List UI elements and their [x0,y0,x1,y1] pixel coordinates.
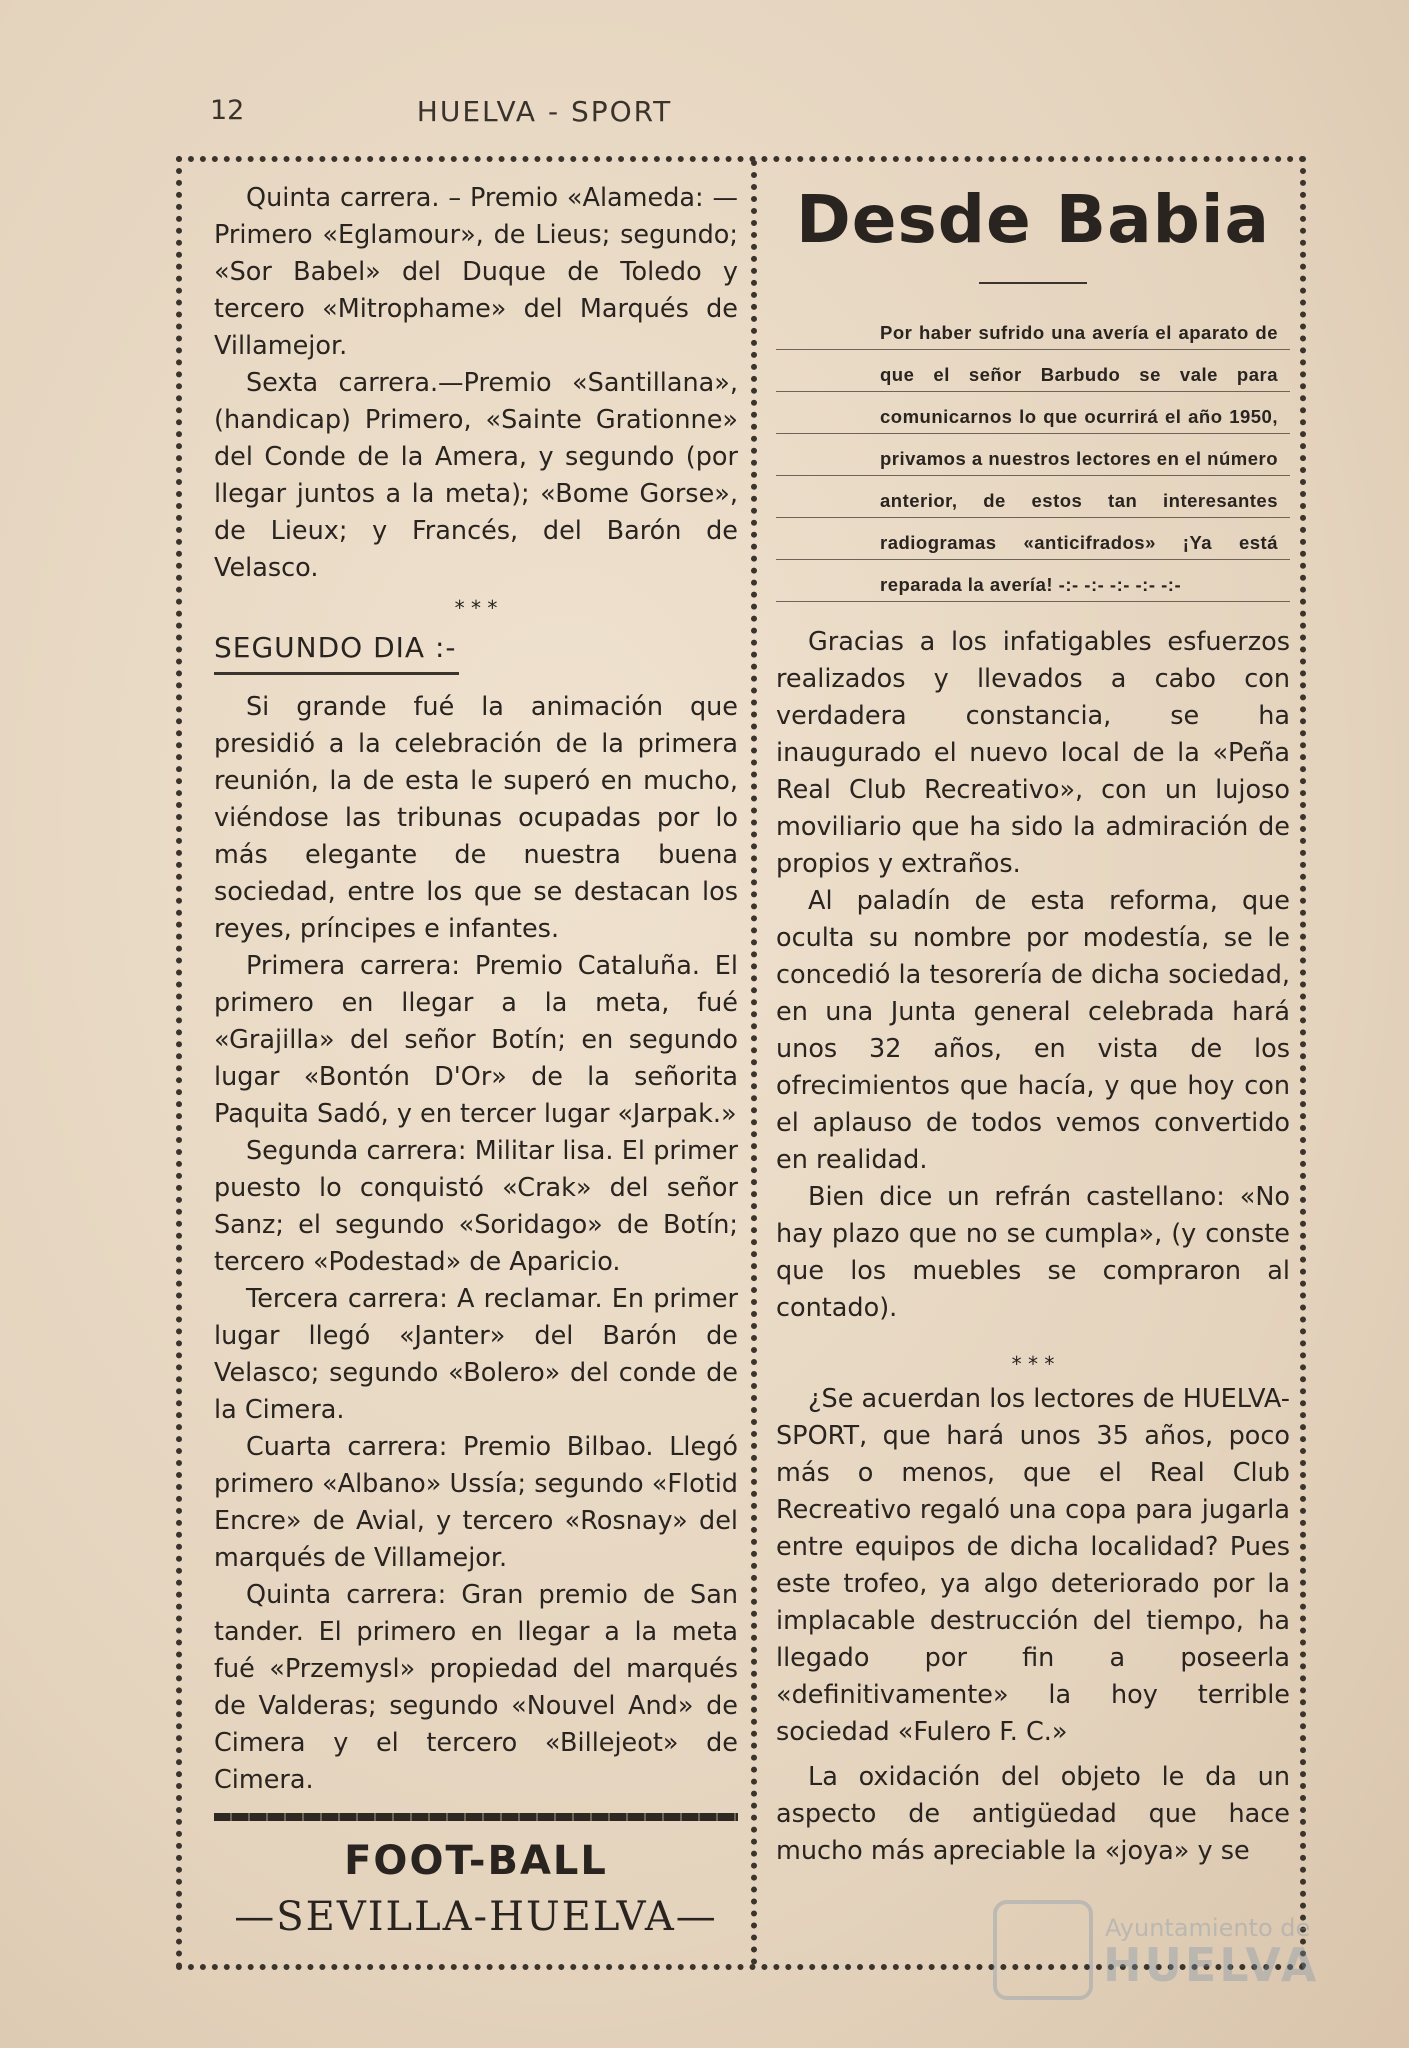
paragraph: Al paladín de esta reforma, que oculta su nombre por modestía, se le concedió la tesorería de dicha sociedad, en una Junta general celebrada hará unos 32 años, en vista de los ofrecimientos que hacía, y que hoy con el aplauso de todos vemos convertido en realidad. [776,886,1290,1175]
paragraph: Quinta carrera: Gran premio de San tander. El primero en llegar a la meta fué «Przemysl» propiedad del marqués de Valderas; segundo «Nouvel And» de Cimera y el tercero «Billejeot» de Cimera. [214,1580,738,1795]
paragraph-sexta-carrera: Sexta carrera.—Premio «Santillana», (handicap) Primero, «Sainte Grationne» del Conde de la Amera, y segundo (por llegar juntos a la meta); «Bome Gorse», de Lieux; y Francés, del Barón de Velasco. [214,368,738,583]
repair-notice [776,312,1290,606]
watermark-line2: HUELVA [1103,1938,1320,1992]
paragraph: Si grande fué la animación que presidió a la celebración de la primera reunión, la de esta le superó en mucho, viéndose las tribunas ocupadas por lo más elegante de nuestra buena sociedad, entre los que se destacan los reyes, príncipes e infantes. [214,692,738,944]
paragraph: La oxidación del objeto le da un aspecto de antigüedad que hace mucho más apreciable la «joya» y se [776,1762,1290,1866]
paragraph-quinta-carrera: Quinta carrera. – Premio «Alameda: —Primero «Eglamour», de Lieus; segundo; «Sor Babel» del Duque de Toledo y tercero «Mitrophame» del Marqués de Villamejor. [214,183,738,361]
running-head [210,95,879,135]
asterism: * * * [454,596,498,620]
paragraph: Bien dice un refrán castellano: «No hay plazo que no se cumpla», (y conste que los muebles se compraron al contado). [776,1182,1290,1323]
left-column [214,180,738,1945]
paragraph: Gracias a los infatigables esfuerzos realizados y llevados a cabo con verdadera constancia, se ha inaugurado el nuevo local de la «Peña Real Club Recreativo», con un lujoso moviliario que ha sido la admiración de propios y extraños. [776,627,1290,879]
journal-title: HUELVA - SPORT [416,95,673,128]
paragraph: Tercera carrera: A reclamar. En primer lugar llegó «Janter» del Barón de Velasco; segundo «Bolero» del conde de la Cimera. [214,1284,738,1425]
archive-watermark [993,1900,1320,1996]
section-heading: SEGUNDO DIA :- [214,629,459,675]
notice-text: Por haber sufrido una avería el aparato de que el señor Barbudo se vale para comunicarnos lo que ocurrirá el año 1950, privamos a nuestros lectores en el número anterior, de estos tan interesantes radiogramas «anticifrados» ¡Ya está reparada la avería! -:- -:- -:- -:- -:- [880,322,1278,595]
right-column [776,180,1290,1870]
watermark-line1: Ayuntamiento de [1105,1914,1311,1942]
column-divider [751,160,757,1966]
paragraph: Segunda carrera: Militar lisa. El primer puesto lo conquistó «Crak» del señor Sanz; el segundo «Soridago» de Botín; tercero «Podestad» de Aparicio. [214,1136,738,1277]
paragraph: ¿Se acuerdan los lectores de HUELVA-SPORT, que hará unos 35 años, poco más o menos, que el Real Club Recreativo regaló una copa para jugarla entre equipos de dicha localidad? Pues este trofeo, ya algo deteriorado por la implacable destrucción del tiempo, ha llegado por fin a poseerla «definitivamente» la hoy terrible sociedad «Fulero F. C.» [776,1384,1290,1747]
football-subheading: —SEVILLA-HUELVA— [234,1894,718,1940]
paragraph: Primera carrera: Premio Cataluña. El primero en llegar a la meta, fué «Grajilla» del señor Botín; en segundo lugar «Bontón D'Or» de la señorita Paquita Sadó, y en tercer lugar «Jarpak.» [214,951,738,1129]
football-heading: FOOT-BALL [344,1838,608,1884]
title-rule [979,282,1087,284]
seal-icon [993,1900,1093,2000]
column-title: Desde Babia [795,181,1271,258]
paragraph: Cuarta carrera: Premio Bilbao. Llegó primero «Albano» Ussía; segundo «Flotid Encre» de Avial, y tercero «Rosnay» del marqués de Villamejor. [214,1432,738,1573]
page-number: 12 [210,95,245,126]
asterism: * * * [1011,1352,1055,1376]
heavy-rule [214,1813,738,1821]
